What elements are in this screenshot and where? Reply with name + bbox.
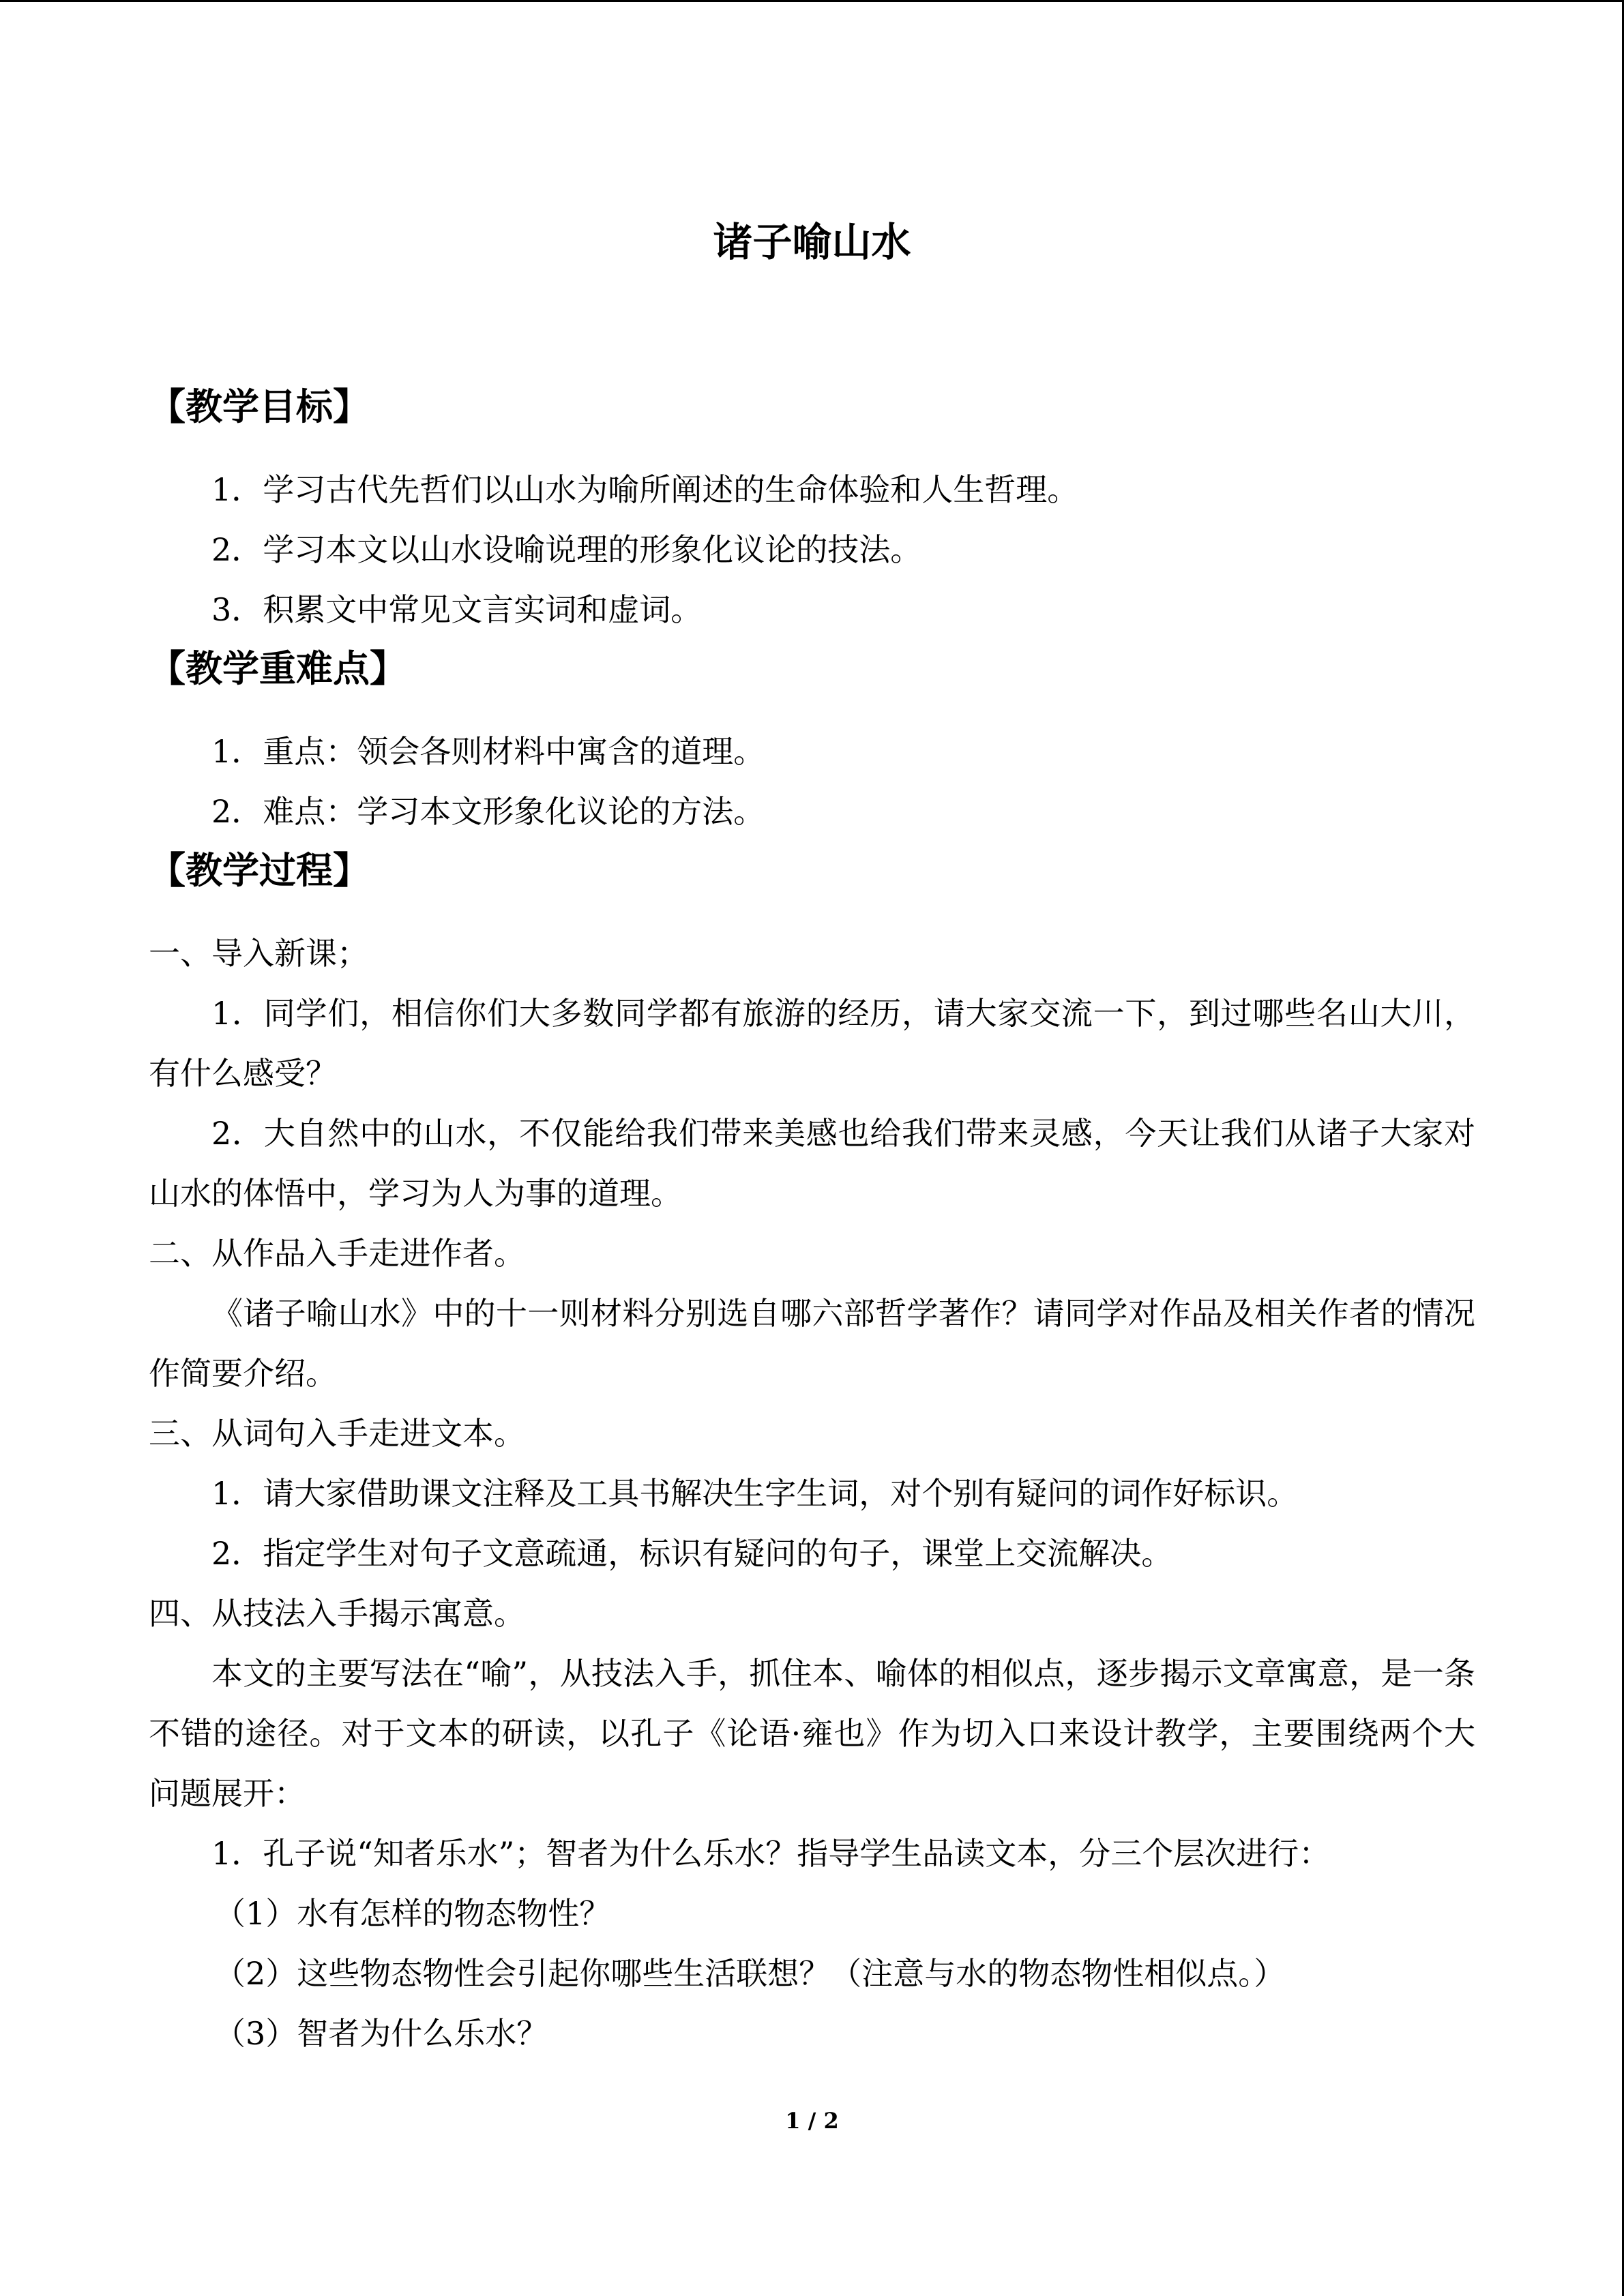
process-step-1-title: 一、导入新课； (149, 935, 368, 972)
process-step-4-title: 四、从技法入手揭示寓意。 (149, 1595, 525, 1632)
section-heading-goals: 【教学目标】 (149, 385, 370, 428)
page-border-top (0, 0, 1624, 2)
process-step-4-paragraph-1: 本文的主要写法在“喻”，从技法入手，抓住本、喻体的相似点，逐步揭示文章寓意，是一条不错的途径。对于文本的研读，以孔子《论语·雍也》作为切入口来设计教学，主要围绕两个大问题展开： (149, 1655, 1475, 1812)
process-step-3-paragraph-2: 2．指定学生对句子文意疏通，标识有疑问的句子，课堂上交流解决。 (211, 1535, 1173, 1572)
process-step-4-question-3: （3）智者为什么乐水？ (214, 2015, 548, 2052)
process-step-1-paragraph-1: 1．同学们，相信你们大多数同学都有旅游的经历，请大家交流一下，到过哪些名山大川，有什么感受？ (149, 995, 1475, 1092)
document-body (149, 205, 1475, 2063)
process-step-4-paragraph-2: 1．孔子说“知者乐水”；智者为什么乐水？指导学生品读文本，分三个层次进行： (211, 1835, 1331, 1872)
goal-item-1: 1．学习古代先哲们以山水为喻所阐述的生命体验和人生哲理。 (211, 471, 1079, 508)
section-heading-key-points: 【教学重难点】 (149, 646, 407, 690)
process-step-3-paragraph-1: 1．请大家借助课文注释及工具书解决生字生词，对个别有疑问的词作好标识。 (211, 1475, 1299, 1512)
process-step-2-title: 二、从作品入手走进作者。 (149, 1235, 525, 1272)
section-heading-process: 【教学过程】 (149, 848, 370, 892)
key-point-item-1: 1．重点：领会各则材料中寓含的道理。 (211, 733, 765, 770)
key-point-item-2: 2．难点：学习本文形象化议论的方法。 (211, 793, 765, 830)
process-step-2-paragraph-1: 《诸子喻山水》中的十一则材料分别选自哪六部哲学著作？请同学对作品及相关作者的情况作简要介绍。 (149, 1295, 1475, 1392)
process-step-3-title: 三、从词句入手走进文本。 (149, 1415, 525, 1452)
process-step-4-question-1: （1）水有怎样的物态物性？ (214, 1895, 611, 1932)
process-step-1-paragraph-2: 2．大自然中的山水，不仅能给我们带来美感也给我们带来灵感，今天让我们从诸子大家对山水的体悟中，学习为人为事的道理。 (149, 1115, 1475, 1212)
process-step-4-question-2: （2）这些物态物性会引起你哪些生活联想？（注意与水的物态物性相似点。） (214, 1955, 1286, 1992)
page-number: 1 / 2 (785, 2108, 839, 2134)
page-title: 诸子喻山水 (713, 219, 911, 265)
goal-item-3: 3．积累文中常见文言实词和虚词。 (211, 591, 703, 628)
goal-item-2: 2．学习本文以山水设喻说理的形象化议论的技法。 (211, 531, 922, 568)
